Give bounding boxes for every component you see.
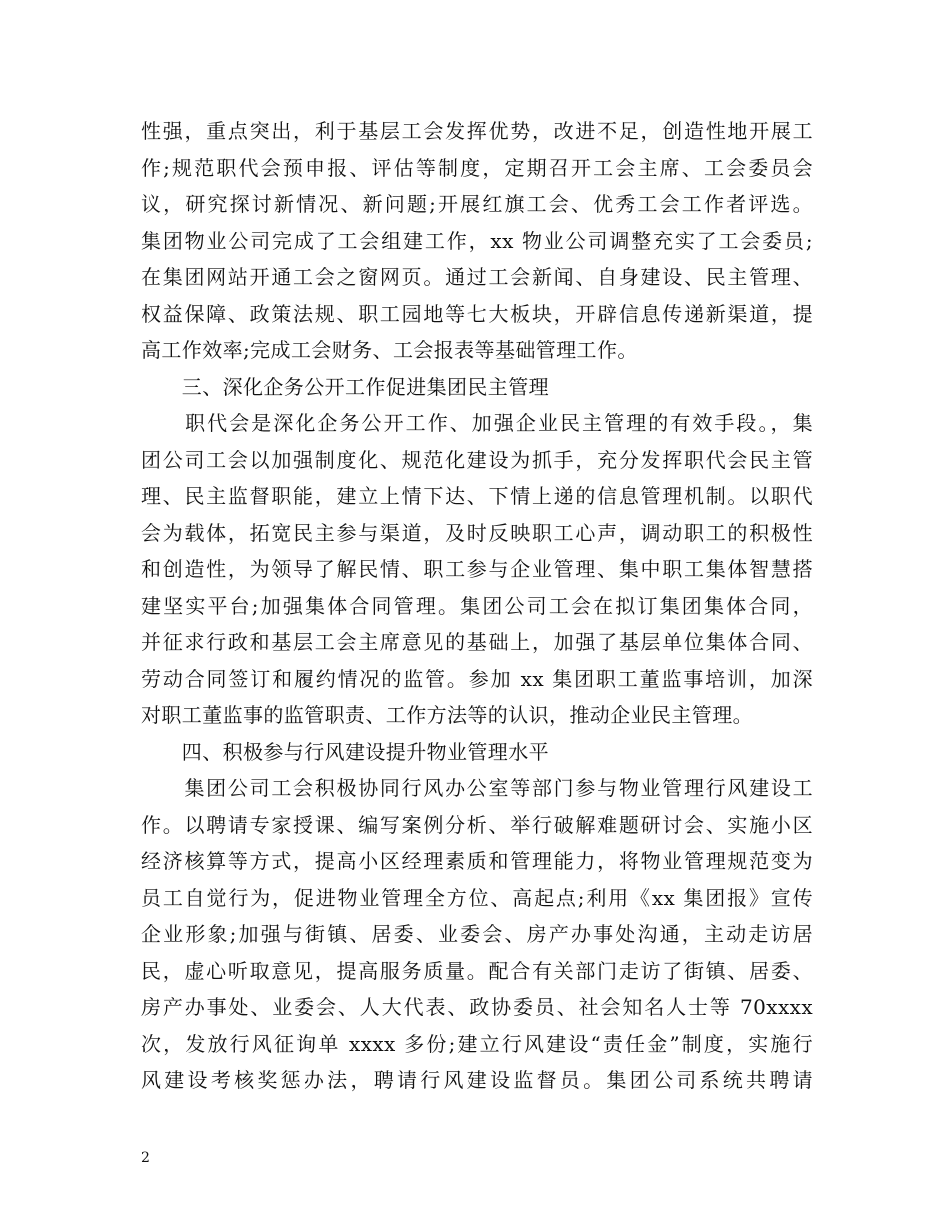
text-line: 作。以聘请专家授课、编写案例分析、举行破解难题研讨会、实施小区 bbox=[141, 812, 813, 837]
text-line: 次，发放行风征询单 xxxx 多份;建立行风建设“责任金”制度，实施行 bbox=[141, 1031, 813, 1056]
text-line: 房产办事处、业委会、人大代表、政协委员、社会知名人士等 70xxxx bbox=[141, 995, 813, 1019]
text-line: 职代会是深化企务公开工作、加强企业民主管理的有效手段。，集 bbox=[141, 411, 813, 435]
text-line: 集团公司工会积极协同行风办公室等部门参与物业管理行风建设工 bbox=[141, 776, 813, 800]
text-line: 企业形象;加强与街镇、居委、业委会、房产办事处沟通，主动走访居 bbox=[141, 922, 813, 946]
text-line: 议，研究探讨新情况、新问题;开展红旗工会、优秀工会工作者评选。 bbox=[141, 192, 813, 216]
page-number: 2 bbox=[141, 1150, 150, 1166]
text-line: 理、民主监督职能，建立上情下达、下情上递的信息管理机制。以职代 bbox=[141, 484, 813, 508]
text-line: 三、深化企务公开工作促进集团民主管理 bbox=[141, 374, 549, 399]
text-line: 高工作效率;完成工会财务、工会报表等基础管理工作。 bbox=[141, 338, 638, 362]
text-line: 团公司工会以加强制度化、规范化建设为抓手，充分发挥职代会民主管 bbox=[141, 447, 813, 472]
text-line: 风建设考核奖惩办法，聘请行风建设监督员。集团公司系统共聘请 bbox=[141, 1068, 813, 1092]
document-body bbox=[141, 113, 813, 1099]
text-line: 集团物业公司完成了工会组建工作，xx 物业公司调整充实了工会委员; bbox=[141, 228, 813, 253]
text-line: 民，虚心听取意见，提高服务质量。配合有关部门走访了街镇、居委、 bbox=[141, 958, 813, 983]
text-line: 作;规范职代会预申报、评估等制度，定期召开工会主席、工会委员会 bbox=[141, 155, 813, 180]
text-line: 在集团网站开通工会之窗网页。通过工会新闻、自身建设、民主管理、 bbox=[141, 265, 813, 289]
text-line: 并征求行政和基层工会主席意见的基础上，加强了基层单位集体合同、 bbox=[141, 630, 813, 654]
text-line: 和创造性，为领导了解民情、职工参与企业管理、集中职工集体智慧搭 bbox=[141, 557, 813, 581]
text-line: 建坚实平台;加强集体合同管理。集团公司工会在拟订集团集体合同， bbox=[141, 593, 813, 618]
text-line: 劳动合同签订和履约情况的监管。参加 xx 集团职工董监事培训，加深 bbox=[141, 666, 813, 691]
text-line: 权益保障、政策法规、职工园地等七大板块，开辟信息传递新渠道，提 bbox=[141, 301, 813, 326]
text-line: 会为载体，拓宽民主参与渠道，及时反映职工心声，调动职工的积极性 bbox=[141, 520, 813, 545]
text-line: 经济核算等方式，提高小区经理素质和管理能力，将物业管理规范变为 bbox=[141, 849, 813, 873]
text-line: 员工自觉行为，促进物业管理全方位、高起点;利用《xx 集团报》宣传 bbox=[141, 885, 813, 910]
text-line: 对职工董监事的监管职责、工作方法等的认识，推动企业民主管理。 bbox=[141, 703, 753, 727]
text-line: 四、积极参与行风建设提升物业管理水平 bbox=[141, 739, 549, 764]
text-line: 性强，重点突出，利于基层工会发挥优势，改进不足，创造性地开展工 bbox=[141, 119, 813, 143]
